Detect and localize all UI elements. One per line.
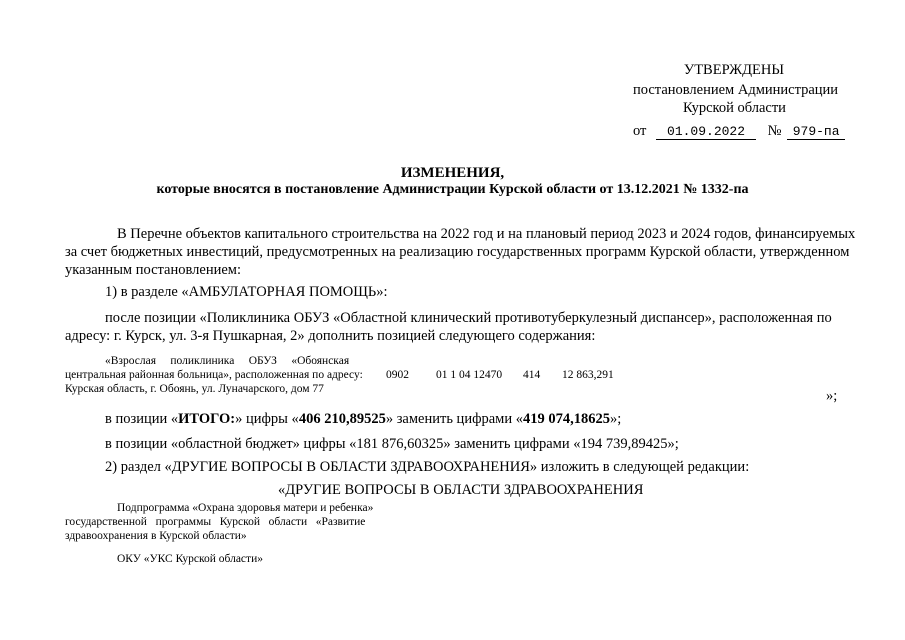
approval-line2: Курской области bbox=[683, 100, 786, 116]
item2-label: 2) раздел «ДРУГИЕ ВОПРОСЫ В ОБЛАСТИ ЗДРАВООХРАНЕНИЯ» изложить в следующей редакции: bbox=[105, 459, 750, 475]
row-name-line2: центральная районная больница», расположенная по адресу: bbox=[65, 369, 363, 381]
regional-line: в позиции «областной бюджет» цифры «181 876,60325» заменить цифрами «194 739,89425»; bbox=[105, 436, 679, 452]
intro-line1: В Перечне объектов капитального строительства на 2022 год и на плановый период 2023 и 2024 годов, финансируемых bbox=[117, 226, 856, 242]
doc-subtitle: которые вносятся в постановление Администрации Курской области от 13.12.2021 № 1332-па bbox=[156, 182, 749, 197]
itogo-line bbox=[105, 410, 621, 428]
row-name-line3: Курская область, г. Обоянь, ул. Луначарского, дом 77 bbox=[65, 383, 324, 395]
itogo-new: 419 074,18625 bbox=[522, 411, 610, 427]
item1-after-line2: адресу: г. Курск, ул. 3-я Пушкарная, 2» дополнить позицией следующего содержания: bbox=[65, 328, 596, 344]
subprogram-line1: Подпрограмма «Охрана здоровья матери и ребенка» bbox=[117, 502, 374, 514]
item1-after-line1: после позиции «Поликлиника ОБУЗ «Областной клинический противотуберкулезный диспансер», расположенная по bbox=[105, 310, 832, 326]
row-type: 414 bbox=[523, 369, 541, 381]
approval-title: УТВЕРЖДЕНЫ bbox=[683, 62, 784, 78]
approval-number: 979-па bbox=[787, 124, 845, 140]
intro-line3: указанным постановлением: bbox=[65, 262, 241, 278]
intro-line2: за счет бюджетных инвестиций, предусмотренных на реализацию государственных программ Курской области, утвержденном bbox=[65, 244, 850, 260]
from-prefix: от bbox=[633, 123, 647, 139]
approval-date-line bbox=[633, 123, 845, 140]
itogo-part2: » цифры « bbox=[235, 411, 299, 427]
row-code: 0902 bbox=[386, 369, 409, 381]
itogo-old: 406 210,89525 bbox=[298, 411, 386, 427]
approval-line1: постановлением Администрации bbox=[633, 82, 839, 98]
subprogram-line2: государственной программы Курской области «Развитие bbox=[65, 516, 366, 528]
item1-label: 1) в разделе «АМБУЛАТОРНАЯ ПОМОЩЬ»: bbox=[105, 284, 388, 300]
customer: ОКУ «УКС Курской области» bbox=[117, 553, 263, 565]
itogo-part4: »; bbox=[609, 411, 622, 427]
doc-title: ИЗМЕНЕНИЯ, bbox=[400, 165, 505, 181]
row-name-line1: «Взрослая поликлиника ОБУЗ «Обоянская bbox=[105, 355, 350, 367]
approval-date: 01.09.2022 bbox=[656, 124, 756, 140]
number-prefix: № bbox=[767, 123, 782, 139]
itogo-label: ИТОГО: bbox=[178, 411, 236, 427]
row-close: »; bbox=[826, 388, 838, 404]
section-title: «ДРУГИЕ ВОПРОСЫ В ОБЛАСТИ ЗДРАВООХРАНЕНИЯ bbox=[278, 482, 644, 498]
row-target: 01 1 04 12470 bbox=[436, 369, 503, 381]
itogo-part3: » заменить цифрами « bbox=[385, 411, 523, 427]
row-amount: 12 863,291 bbox=[562, 369, 614, 381]
subprogram-line3: здравоохранения в Курской области» bbox=[65, 530, 247, 542]
itogo-part1: в позиции « bbox=[105, 411, 179, 427]
